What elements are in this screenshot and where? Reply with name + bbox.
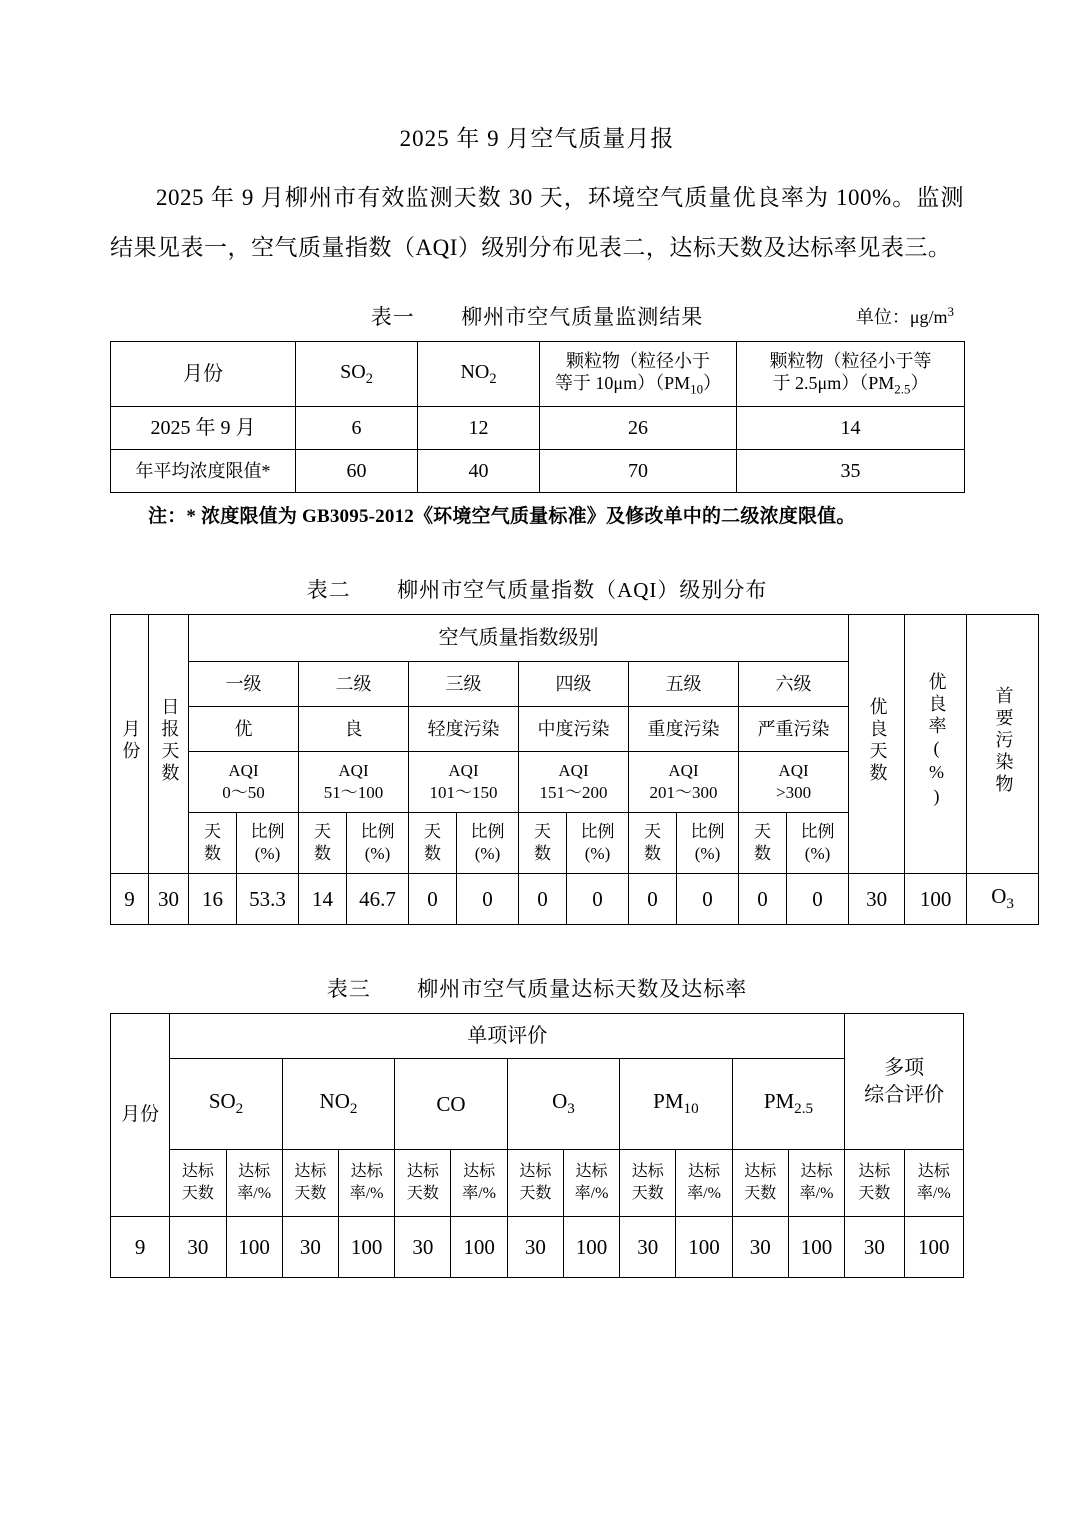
intro-paragraph: 2025 年 9 月柳州市有效监测天数 30 天，环境空气质量优良率为 100%。监测结果见表一，空气质量指数（AQI）级别分布见表二，达标天数及达标率见表三。 (110, 185, 964, 260)
subheader-days: 达标 天数 (845, 1150, 904, 1217)
header-no2: $NO_2$ (418, 342, 540, 407)
subheader-days: 达标 天数 (732, 1150, 788, 1217)
cell-level-days: 0 (739, 874, 787, 925)
subheader-rate: 达标 率/% (904, 1150, 963, 1217)
table-three-caption-title: 柳州市空气质量达标天数及达标率 (417, 977, 748, 1001)
cell-level-ratio: 53.3 (237, 874, 299, 925)
table-row (111, 1059, 964, 1150)
subheader-days: 天 数 (409, 813, 457, 874)
header-pollutant-co: CO (395, 1059, 507, 1150)
level-range: AQI 201～300 (629, 752, 739, 813)
cell-level-days: 0 (519, 874, 567, 925)
cell-good-rate: 100 (905, 874, 967, 925)
cell-level-ratio: 0 (787, 874, 849, 925)
level-desc: 中度污染 (519, 707, 629, 752)
cell-rate: 100 (563, 1217, 619, 1278)
level-name: 一级 (189, 662, 299, 707)
table-one-unit: 单位：$\mu g/m^3$ (855, 304, 954, 327)
cell-multi-rate: 100 (904, 1217, 963, 1278)
table-row (111, 874, 1039, 925)
subheader-rate: 达标 率/% (226, 1150, 282, 1217)
level-name: 二级 (299, 662, 409, 707)
cell-no2: 12 (418, 407, 540, 450)
cell-month: 9 (111, 874, 149, 925)
table-row (111, 342, 965, 407)
table-two-caption-title: 柳州市空气质量指数（AQI）级别分布 (397, 578, 768, 602)
level-name: 五级 (629, 662, 739, 707)
level-desc: 良 (299, 707, 409, 752)
subheader-days: 达标 天数 (620, 1150, 676, 1217)
cell-multi-days: 30 (845, 1217, 904, 1278)
subheader-ratio: 比例 (%) (677, 813, 739, 874)
cell-days: 30 (170, 1217, 226, 1278)
level-desc: 重度污染 (629, 707, 739, 752)
cell-so2: 6 (296, 407, 418, 450)
subheader-days: 天 数 (629, 813, 677, 874)
level-range: AQI 51～100 (299, 752, 409, 813)
cell-rate: 100 (676, 1217, 732, 1278)
table-row (111, 615, 1039, 662)
cell-pm10: 70 (540, 450, 737, 493)
level-name: 三级 (409, 662, 519, 707)
level-range: AQI 101～150 (409, 752, 519, 813)
header-aqi-group: 空气质量指数级别 (189, 615, 849, 662)
subheader-days: 达标 天数 (507, 1150, 563, 1217)
cell-so2: 60 (296, 450, 418, 493)
level-desc: 优 (189, 707, 299, 752)
header-pollutant-so2: $SO_2$ (170, 1059, 282, 1150)
subheader-days: 天 数 (519, 813, 567, 874)
cell-days: 30 (732, 1217, 788, 1278)
header-single-eval: 单项评价 (170, 1014, 845, 1059)
cell-good-days: 30 (849, 874, 905, 925)
cell-rate: 100 (788, 1217, 844, 1278)
header-report-days: 日报天数 (149, 615, 189, 874)
row-label-limit: 年平均浓度限值* (111, 450, 296, 493)
subheader-ratio: 比例 (%) (237, 813, 299, 874)
header-so2: $SO_2$ (296, 342, 418, 407)
cell-no2: 40 (418, 450, 540, 493)
subheader-days: 达标 天数 (282, 1150, 338, 1217)
table-row (111, 1150, 964, 1217)
cell-level-ratio: 0 (567, 874, 629, 925)
cell-days: 30 (507, 1217, 563, 1278)
header-pollutant-o3: $O_3$ (507, 1059, 619, 1150)
table-row (111, 1014, 964, 1059)
level-desc: 轻度污染 (409, 707, 519, 752)
cell-level-ratio: 0 (457, 874, 519, 925)
header-pm25: 颗粒物（粒径小于等 于 $2.5\mu m)(PM_{2.5})$ (737, 342, 965, 407)
subheader-rate: 达标 率/% (676, 1150, 732, 1217)
table-attainment-days-rate (110, 1013, 964, 1278)
cell-rate: 100 (226, 1217, 282, 1278)
table-row (111, 1217, 964, 1278)
header-pollutant-pm25: $PM_{2.5}$ (732, 1059, 845, 1150)
cell-level-days: 14 (299, 874, 347, 925)
subheader-rate: 达标 率/% (451, 1150, 507, 1217)
level-name: 四级 (519, 662, 629, 707)
table-row (111, 407, 965, 450)
cell-rate: 100 (339, 1217, 395, 1278)
table-one-caption-title: 柳州市空气质量监测结果 (461, 305, 704, 329)
cell-pm25: 35 (737, 450, 965, 493)
cell-level-ratio: 0 (677, 874, 739, 925)
subheader-days: 达标 天数 (170, 1150, 226, 1217)
subheader-ratio: 比例 (%) (787, 813, 849, 874)
level-range: AQI >300 (739, 752, 849, 813)
cell-level-days: 16 (189, 874, 237, 925)
header-pollutant-no2: $NO_2$ (282, 1059, 394, 1150)
level-name: 六级 (739, 662, 849, 707)
cell-days: 30 (620, 1217, 676, 1278)
row-label-month: 2025 年 9 月 (111, 407, 296, 450)
table-air-quality-monitoring (110, 341, 965, 493)
cell-days: 30 (395, 1217, 451, 1278)
subheader-rate: 达标 率/% (563, 1150, 619, 1217)
page-title: 2025 年 9 月空气质量月报 (399, 126, 675, 151)
cell-primary-pollutant: $O_3$ (967, 874, 1039, 925)
header-good-rate: 优良率(%) (905, 615, 967, 874)
header-month: 月份 (111, 342, 296, 407)
cell-level-days: 0 (409, 874, 457, 925)
header-month: 月份 (111, 615, 149, 874)
header-primary-pollutant: 首要污染物 (967, 615, 1039, 874)
cell-pm10: 26 (540, 407, 737, 450)
cell-rate: 100 (451, 1217, 507, 1278)
subheader-rate: 达标 率/% (788, 1150, 844, 1217)
cell-pm25: 14 (737, 407, 965, 450)
table-aqi-level-distribution (110, 614, 1039, 925)
level-range: AQI 151～200 (519, 752, 629, 813)
subheader-ratio: 比例 (%) (457, 813, 519, 874)
cell-days: 30 (282, 1217, 338, 1278)
cell-level-days: 0 (629, 874, 677, 925)
header-month: 月份 (111, 1014, 170, 1217)
header-multi-eval: 多项 综合评价 (845, 1014, 964, 1150)
header-pm10: 颗粒物（粒径小于 等于 $10\mu m)(PM_{10})$ (540, 342, 737, 407)
cell-report-days: 30 (149, 874, 189, 925)
subheader-rate: 达标 率/% (339, 1150, 395, 1217)
level-range: AQI 0～50 (189, 752, 299, 813)
table-three-caption-label: 表三 (326, 977, 371, 1001)
table-one-caption (110, 301, 964, 331)
cell-level-ratio: 46.7 (347, 874, 409, 925)
table-row (111, 450, 965, 493)
table-two-caption-label: 表二 (306, 578, 351, 602)
subheader-days: 达标 天数 (395, 1150, 451, 1217)
subheader-ratio: 比例 (%) (347, 813, 409, 874)
header-pollutant-pm10: $PM_{10}$ (620, 1059, 732, 1150)
table-three-caption (110, 973, 964, 1003)
table-one-caption-label: 表一 (370, 305, 415, 329)
header-good-days: 优良天数 (849, 615, 905, 874)
subheader-days: 天 数 (189, 813, 237, 874)
subheader-days: 天 数 (739, 813, 787, 874)
table-two-caption (110, 574, 964, 604)
subheader-ratio: 比例 (%) (567, 813, 629, 874)
level-desc: 严重污染 (739, 707, 849, 752)
table-one-note: 注：* 浓度限值为 GB3095-2012《环境空气质量标准》及修改单中的二级浓度限值。 (148, 506, 856, 527)
subheader-days: 天 数 (299, 813, 347, 874)
cell-month: 9 (111, 1217, 170, 1278)
